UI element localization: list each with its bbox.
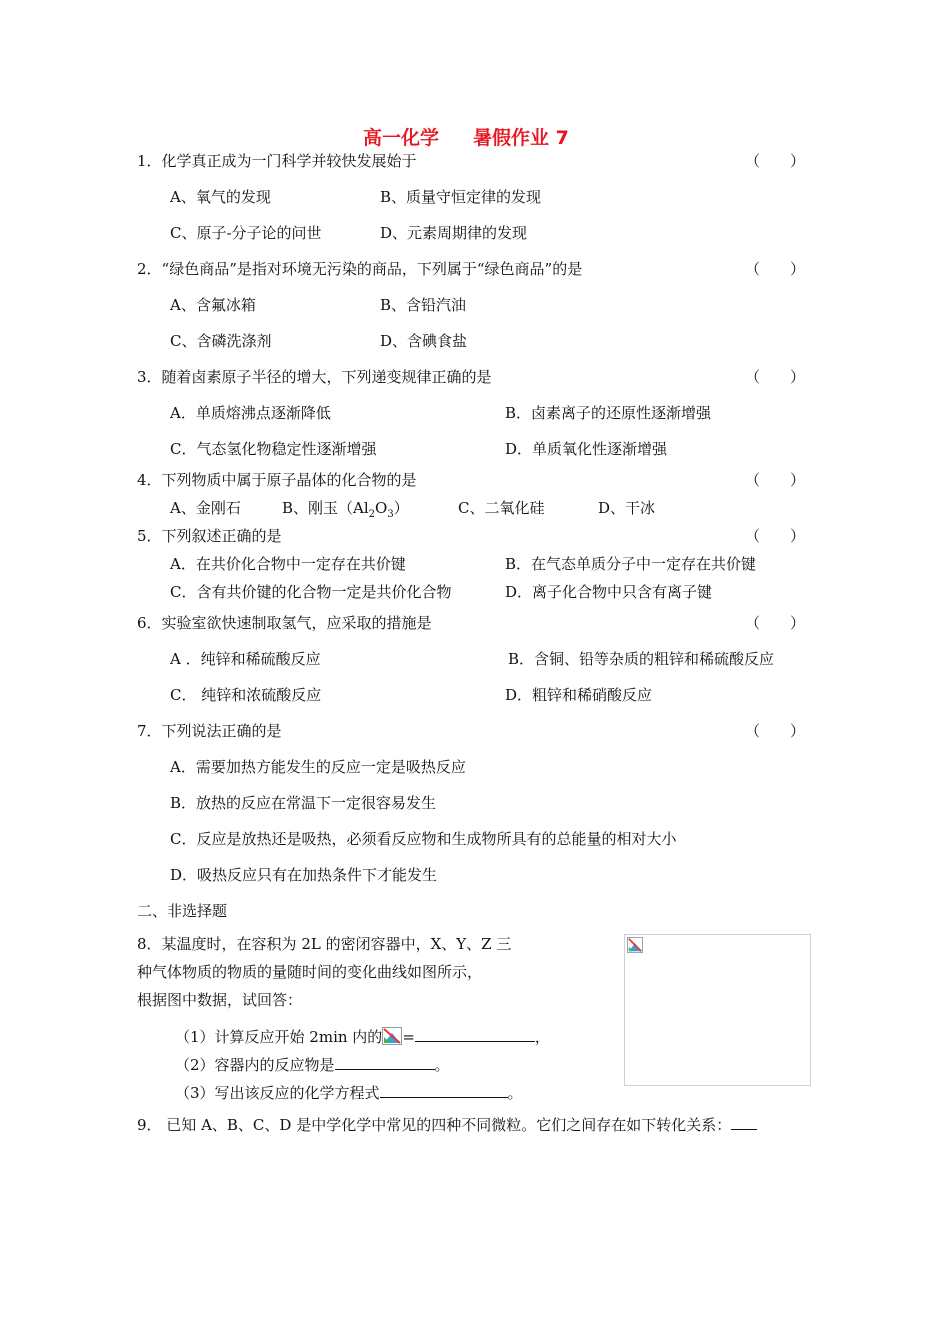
q2-answer-paren: （ ） [745, 260, 806, 278]
q8-sub-3: （3）写出该反应的化学方程式 。 [175, 1084, 523, 1102]
q7-option-b: B．放热的反应在常温下一定很容易发生 [170, 794, 437, 812]
q2-option-b: B、含铅汽油 [380, 296, 467, 314]
q8-answer-blank-2[interactable] [335, 1054, 435, 1070]
q2-option-c: C、含磷洗涤剂 [170, 332, 272, 350]
q8-figure-placeholder [624, 934, 811, 1086]
q1-option-d: D、元素周期律的发现 [380, 224, 528, 242]
q1-stem: 1．化学真正成为一门科学并较快发展始于 [137, 152, 417, 170]
q6-option-d: D．粗锌和稀硝酸反应 [505, 686, 653, 704]
q3-stem: 3．随着卤素原子半径的增大，下列递变规律正确的是 [137, 368, 492, 386]
q4-option-d: D、干冰 [598, 499, 656, 517]
q1-answer-paren: （ ） [745, 152, 806, 170]
q2-option-d: D、含碘食盐 [380, 332, 468, 350]
q1-option-c: C、原子-分子论的问世 [170, 224, 322, 242]
q5-option-c: C．含有共价键的化合物一定是共价化合物 [170, 583, 452, 601]
broken-image-icon [627, 937, 643, 953]
q3-option-b: B．卤素离子的还原性逐渐增强 [505, 404, 712, 422]
q8-line-3: 根据图中数据，试回答： [137, 991, 303, 1009]
q3-option-a: A．单质熔沸点逐渐降低 [170, 404, 331, 422]
title-assignment: 暑假作业 7 [473, 127, 569, 149]
q4-option-c: C、二氧化硅 [458, 499, 545, 517]
q4-option-b: B、刚玉$(Al_2O_3)$ [282, 499, 409, 520]
q8-answer-blank-1[interactable] [415, 1026, 535, 1042]
q5-option-a: A．在共价化合物中一定存在共价键 [170, 555, 406, 573]
q8-answer-blank-3[interactable] [380, 1082, 508, 1098]
q8-sub-1: （1）计算反应开始 2min 内的 = ， [175, 1028, 550, 1046]
q3-answer-paren: （ ） [745, 368, 806, 386]
q2-stem: 2．“绿色商品”是指对环境无污染的商品，下列属于“绿色商品”的是 [137, 260, 583, 278]
q4-sub-3: 3 [387, 509, 394, 520]
q7-option-d: D．吸热反应只有在加热条件下才能发生 [170, 866, 438, 884]
formula-image-broken-icon [382, 1027, 402, 1045]
q6-stem: 6．实验室欲快速制取氢气，应采取的措施是 [137, 614, 432, 632]
q1-option-a: A、氧气的发现 [170, 188, 271, 206]
q3-option-d: D．单质氧化性逐渐增强 [505, 440, 668, 458]
q4-option-a: A、金刚石 [170, 499, 241, 517]
q6-option-b: B．含铜、铅等杂质的粗锌和稀硫酸反应 [508, 650, 775, 668]
q1-option-b: B、质量守恒定律的发现 [380, 188, 542, 206]
q9-answer-blank[interactable] [731, 1114, 757, 1130]
q5-answer-paren: （ ） [745, 527, 806, 545]
q7-option-c: C．反应是放热还是吸热，必须看反应物和生成物所具有的总能量的相对大小 [170, 830, 677, 848]
q8-line-2: 种气体物质的物质的量随时间的变化曲线如图所示， [137, 963, 483, 981]
q4-sub-2: 2 [368, 509, 376, 520]
q6-option-a: A ．纯锌和稀硫酸反应 [170, 650, 321, 668]
q6-option-c: C． 纯锌和浓硫酸反应 [170, 686, 322, 704]
page-title [363, 128, 569, 148]
q8-sub-2: （2）容器内的反应物是 。 [175, 1056, 450, 1074]
q5-option-d: D．离子化合物中只含有离子键 [505, 583, 713, 601]
title-subject: 高一化学 [363, 127, 440, 149]
q8-line-1: 8．某温度时，在容积为 2L 的密闭容器中，X、Y、Z 三 [137, 935, 512, 953]
q2-option-a: A、含氟冰箱 [170, 296, 256, 314]
q5-option-b: B．在气态单质分子中一定存在共价键 [505, 555, 757, 573]
q4-stem: 4．下列物质中属于原子晶体的化合物的是 [137, 471, 417, 489]
q4-answer-paren: （ ） [745, 471, 806, 489]
q7-option-a: A．需要加热方能发生的反应一定是吸热反应 [170, 758, 466, 776]
q9-line-1: 9． 已知 A、B、C、D 是中学化学中常见的四种不同微粒。它们之间存在如下转化关系： [137, 1114, 757, 1135]
q6-answer-paren: （ ） [745, 614, 806, 632]
q5-stem: 5．下列叙述正确的是 [137, 527, 282, 545]
q7-answer-paren: （ ） [745, 722, 806, 740]
q3-option-c: C．气态氢化物稳定性逐渐增强 [170, 440, 377, 458]
q7-stem: 7．下列说法正确的是 [137, 722, 282, 740]
section-heading-non-choice: 二、非选择题 [137, 902, 228, 920]
